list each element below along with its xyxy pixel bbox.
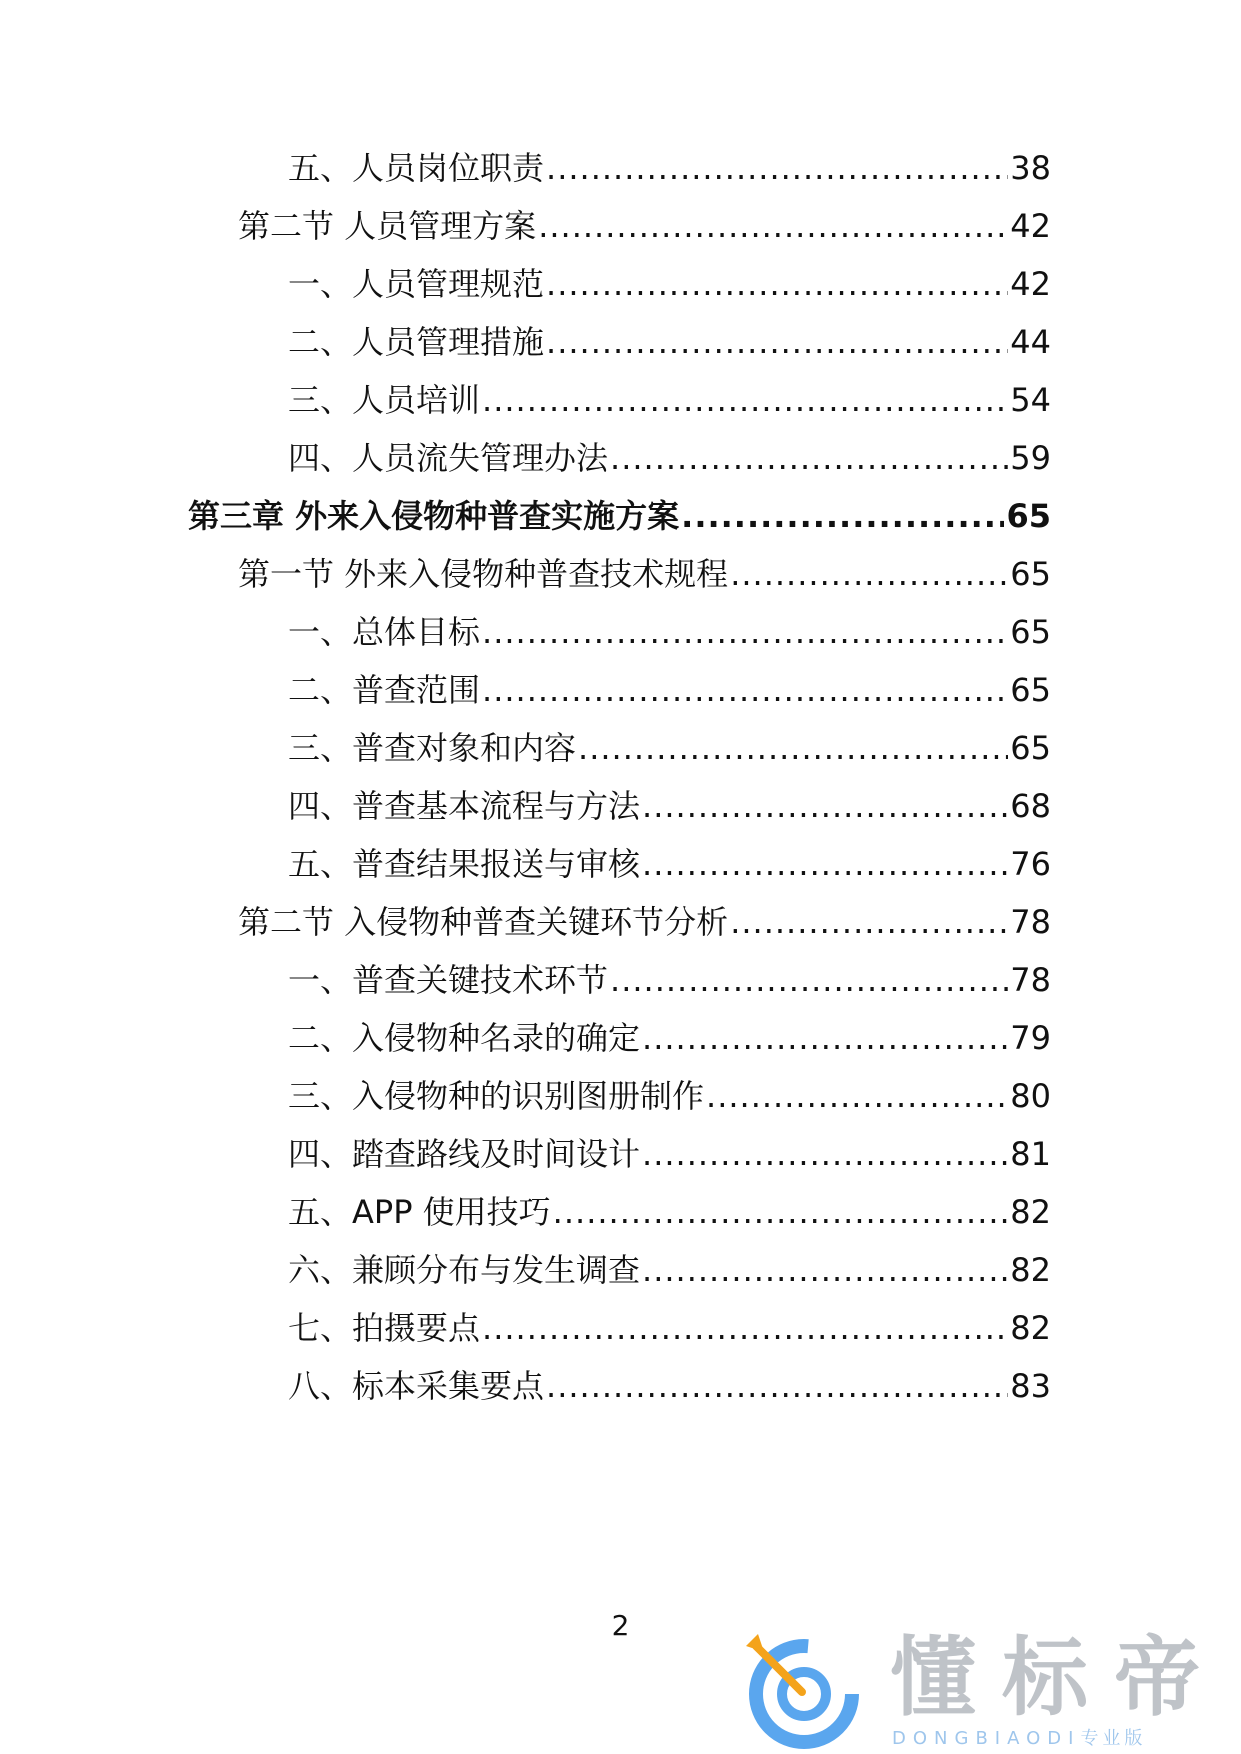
- toc-entry[interactable]: [288, 958, 1051, 1002]
- toc-entry-page: 59: [1010, 439, 1051, 477]
- toc-entry-page: 78: [1010, 961, 1051, 999]
- toc-entry[interactable]: [288, 436, 1051, 480]
- toc-entry-page: 68: [1010, 787, 1051, 825]
- toc-entry-title: 二、普查范围: [288, 671, 481, 709]
- toc-entry[interactable]: [288, 668, 1051, 712]
- toc-leader-dots: [642, 842, 1008, 886]
- toc-entry-title: 五、APP 使用技巧: [288, 1193, 551, 1231]
- toc-entry[interactable]: [288, 146, 1051, 190]
- toc-entry-title: 一、普查关键技术环节: [288, 961, 609, 999]
- toc-leader-dots: [642, 1132, 1008, 1176]
- toc-entry-page: 44: [1010, 323, 1051, 361]
- toc-leader-dots: [553, 1190, 1009, 1234]
- toc-entry-title: 四、人员流失管理办法: [288, 439, 609, 477]
- toc-leader-dots: [681, 494, 1004, 538]
- toc-entry-page: 78: [1010, 903, 1051, 941]
- toc-entry-title: 二、入侵物种名录的确定: [288, 1019, 641, 1057]
- toc-entry-title: 一、总体目标: [288, 613, 481, 651]
- toc-leader-dots: [482, 668, 1008, 712]
- toc-entry[interactable]: [288, 1190, 1051, 1234]
- toc-entry[interactable]: [288, 378, 1051, 422]
- toc-entry-page: 65: [1010, 671, 1051, 709]
- target-logo-icon: [742, 1632, 860, 1750]
- toc-leader-dots: [730, 552, 1008, 596]
- toc-entry-page: 65: [1010, 729, 1051, 767]
- watermark-brand-text: 懂标帝: [890, 1628, 1226, 1728]
- toc-entry-title: 第三章 外来入侵物种普查实施方案: [188, 497, 680, 535]
- toc-entry-page: 42: [1010, 207, 1051, 245]
- toc-leader-dots: [482, 610, 1008, 654]
- toc-leader-dots: [642, 1248, 1008, 1292]
- toc-entry[interactable]: [288, 1364, 1051, 1408]
- toc-leader-dots: [546, 262, 1008, 306]
- toc-entry-page: 83: [1010, 1367, 1051, 1405]
- toc-leader-dots: [482, 378, 1008, 422]
- toc-entry[interactable]: [288, 262, 1051, 306]
- toc-entry-title: 一、人员管理规范: [288, 265, 545, 303]
- toc-entry-page: 65: [1006, 497, 1051, 535]
- toc-entry-page: 42: [1010, 265, 1051, 303]
- toc-entry[interactable]: [288, 610, 1051, 654]
- toc-leader-dots: [730, 900, 1008, 944]
- toc-entry-page: 82: [1010, 1193, 1051, 1231]
- toc-entry-page: 54: [1010, 381, 1051, 419]
- toc-entry[interactable]: [288, 1132, 1051, 1176]
- toc-entry[interactable]: [238, 552, 1051, 596]
- toc-entry-title: 四、踏查路线及时间设计: [288, 1135, 641, 1173]
- watermark-subtitle: [892, 1728, 1146, 1750]
- toc-entry-title: 五、人员岗位职责: [288, 149, 545, 187]
- toc-entry-title: 七、拍摄要点: [288, 1309, 481, 1347]
- toc-entry[interactable]: [288, 1074, 1051, 1118]
- toc-entry-title: 八、标本采集要点: [288, 1367, 545, 1405]
- toc-entry[interactable]: [288, 1016, 1051, 1060]
- toc-entry-page: 82: [1010, 1309, 1051, 1347]
- toc-entry-title: 三、普查对象和内容: [288, 729, 577, 767]
- page-number: 2: [611, 1609, 630, 1642]
- toc-entry[interactable]: [238, 900, 1051, 944]
- toc-entry-page: 76: [1010, 845, 1051, 883]
- toc-entry-title: 第二节 入侵物种普查关键环节分析: [238, 903, 729, 941]
- toc-leader-dots: [482, 1306, 1008, 1350]
- toc-entry-page: 82: [1010, 1251, 1051, 1289]
- watermark-subtitle-cn: 专业版: [1080, 1728, 1147, 1749]
- toc-entry-page: 65: [1010, 555, 1051, 593]
- watermark-subtitle-latin: DONGBIAODI: [892, 1728, 1081, 1749]
- toc-entry-title: 第二节 人员管理方案: [238, 207, 537, 245]
- toc-leader-dots: [546, 320, 1008, 364]
- toc-entry[interactable]: [288, 320, 1051, 364]
- toc-leader-dots: [642, 784, 1008, 828]
- toc-entry-title: 三、人员培训: [288, 381, 481, 419]
- toc-entry-title: 第一节 外来入侵物种普查技术规程: [238, 555, 729, 593]
- brand-watermark: [742, 1628, 1241, 1754]
- toc-leader-dots: [538, 204, 1008, 248]
- toc-leader-dots: [546, 146, 1008, 190]
- toc-entry-page: 80: [1010, 1077, 1051, 1115]
- toc-chapter-entry[interactable]: [188, 494, 1051, 538]
- toc-entry-title: 四、普查基本流程与方法: [288, 787, 641, 825]
- toc-entry-title: 五、普查结果报送与审核: [288, 845, 641, 883]
- toc-leader-dots: [546, 1364, 1008, 1408]
- toc-entry-title: 二、人员管理措施: [288, 323, 545, 361]
- toc-leader-dots: [642, 1016, 1008, 1060]
- toc-entry[interactable]: [238, 204, 1051, 248]
- toc-entry-page: 65: [1010, 613, 1051, 651]
- toc-entry-title: 三、入侵物种的识别图册制作: [288, 1077, 705, 1115]
- toc-entry-page: 79: [1010, 1019, 1051, 1057]
- toc-leader-dots: [610, 436, 1008, 480]
- toc-entry[interactable]: [288, 784, 1051, 828]
- toc-entry-title: 六、兼顾分布与发生调查: [288, 1251, 641, 1289]
- toc-leader-dots: [610, 958, 1008, 1002]
- toc-entry-page: 38: [1010, 149, 1051, 187]
- toc-entry[interactable]: [288, 1306, 1051, 1350]
- toc-leader-dots: [578, 726, 1008, 770]
- toc-entry[interactable]: [288, 1248, 1051, 1292]
- toc-entry[interactable]: [288, 842, 1051, 886]
- toc-leader-dots: [706, 1074, 1008, 1118]
- toc-entry-page: 81: [1010, 1135, 1051, 1173]
- toc-entry[interactable]: [288, 726, 1051, 770]
